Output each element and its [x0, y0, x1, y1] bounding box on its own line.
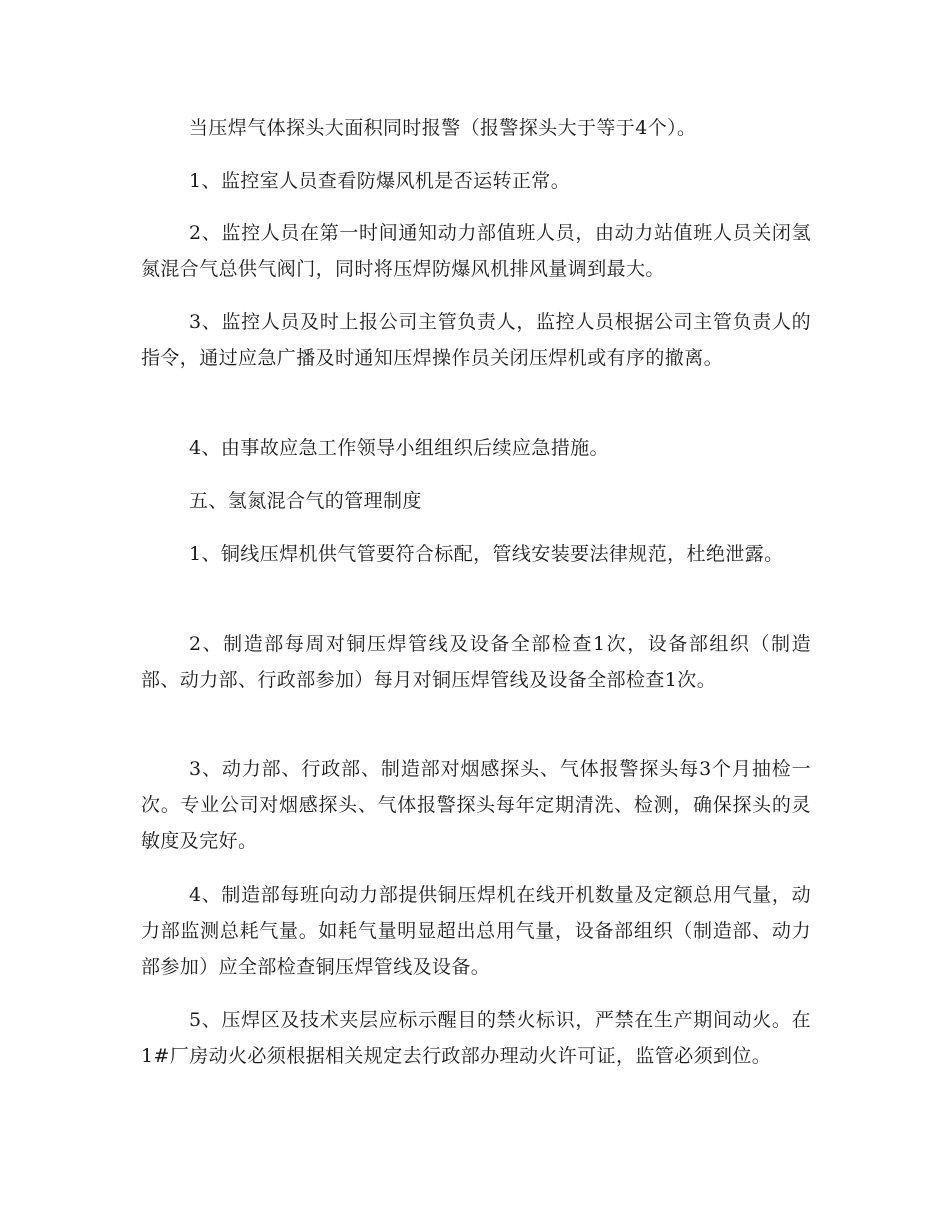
paragraph-rule-5: 5、压焊区及技术夹层应标示醒目的禁火标识，严禁在生产期间动火。在1#厂房动火必须根据相关规定去行政部办理动火许可证，监管必须到位。: [141, 1009, 811, 1067]
paragraph-step-4: 4、由事故应急工作领导小组组织后续应急措施。: [189, 437, 609, 459]
paragraph-rule-3: 3、动力部、行政部、制造部对烟感探头、气体报警探头每3个月抽检一次。专业公司对烟感探头、气体报警探头每年定期清洗、检测，确保探头的灵敏度及完好。: [141, 758, 811, 852]
paragraph-rule-1: 1、铜线压焊机供气管要符合标配，管线安装要法律规范，杜绝泄露。: [189, 543, 784, 565]
paragraph-step-3: 3、监控人员及时上报公司主管负责人，监控人员根据公司主管负责人的指令，通过应急广播及时通知压焊操作员关闭压焊机或有序的撤离。: [141, 311, 811, 369]
section-heading-5: 五、氢氮混合气的管理制度: [189, 490, 422, 512]
paragraph-rule-2: 2、制造部每周对铜压焊管线及设备全部检查1次，设备部组织（制造部、动力部、行政部参加）每月对铜压焊管线及设备全部检查1次。: [141, 633, 811, 691]
paragraph-step-2: 2、监控人员在第一时间通知动力部值班人员，由动力站值班人员关闭氢氮混合气总供气阀门，同时将压焊防爆风机排风量调到最大。: [141, 222, 811, 280]
paragraph-alarm-condition: 当压焊气体探头大面积同时报警（报警探头大于等于4个）。: [189, 117, 697, 139]
paragraph-step-1: 1、监控室人员查看防爆风机是否运转正常。: [189, 170, 571, 192]
paragraph-rule-4: 4、制造部每班向动力部提供铜压焊机在线开机数量及定额总用气量，动力部监测总耗气量。如耗气量明显超出总用气量，设备部组织（制造部、动力部参加）应全部检查铜压焊管线及设备。: [141, 884, 811, 978]
